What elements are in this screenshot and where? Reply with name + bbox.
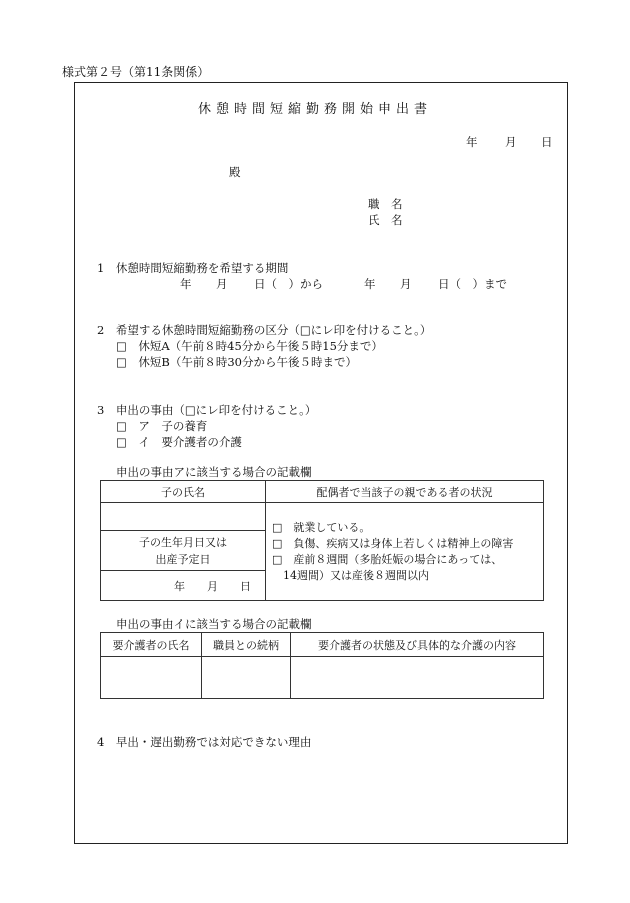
- birth-label-line2: 出産予定日: [155, 552, 211, 566]
- birth-date-value[interactable]: 年 月 日: [101, 571, 266, 601]
- section1-heading: 1 休憩時間短縮勤務を希望する期間: [97, 261, 289, 275]
- birth-label-line1: 子の生年月日又は: [139, 535, 227, 549]
- section2-heading: 2 希望する休憩時間短縮勤務の区分（□にレ印を付けること。）: [97, 323, 432, 337]
- form-title: 休憩時間短縮勤務開始申出書: [197, 102, 432, 117]
- option-kyutan-a[interactable]: □ 休短A（午前８時45分から午後５時15分まで）: [116, 339, 383, 353]
- status-disability[interactable]: □ 負傷、疾病又は身体上若しくは精神上の障害: [272, 536, 514, 550]
- period-from-day: 日（ ）から: [254, 277, 323, 291]
- spouse-status-cell: [266, 503, 544, 601]
- care-recipient-name-header: 要介護者の氏名: [101, 633, 202, 657]
- option-childcare[interactable]: □ ア 子の養育: [116, 419, 208, 433]
- care-details-cell[interactable]: [291, 657, 544, 699]
- childcare-table: [100, 480, 544, 601]
- period-from-year: 年: [180, 277, 192, 291]
- status-prenatal[interactable]: □ 産前８週間（多胎妊娠の場合にあっては、: [272, 552, 503, 566]
- applicant-title-label: 職 名: [368, 197, 403, 211]
- period-to-day: 日（ ）まで: [438, 277, 507, 291]
- option-nursing-care[interactable]: □ イ 要介護者の介護: [116, 435, 242, 449]
- child-name-header: 子の氏名: [101, 481, 266, 503]
- form-frame: [74, 82, 568, 844]
- relationship-cell[interactable]: [202, 657, 291, 699]
- care-details-header: 要介護者の状態及び具体的な介護の内容: [291, 633, 544, 657]
- date-month: 月: [505, 135, 517, 149]
- section3-heading: 3 申出の事由（□にレ印を付けること。）: [97, 403, 317, 417]
- birth-date-label: [101, 531, 266, 571]
- period-to-year: 年: [364, 277, 376, 291]
- addressee-suffix: 殿: [229, 165, 241, 179]
- relationship-header: 職員との続柄: [202, 633, 291, 657]
- option-kyutan-b[interactable]: □ 休短B（午前８時30分から午後５時まで）: [116, 355, 357, 369]
- date-day: 日: [541, 135, 553, 149]
- period-from-month: 月: [216, 277, 228, 291]
- date-year: 年: [466, 135, 478, 149]
- child-name-cell[interactable]: [101, 503, 266, 531]
- applicant-name-label: 氏 名: [368, 213, 403, 227]
- section4-heading: 4 早出・遅出勤務では対応できない理由: [97, 735, 312, 749]
- table-b-caption: 申出の事由イに該当する場合の記載欄: [116, 617, 312, 631]
- section4-reason-area[interactable]: [100, 752, 544, 832]
- status-employed[interactable]: □ 就業している。: [272, 520, 371, 534]
- nursing-care-table: [100, 632, 544, 699]
- period-to-month: 月: [400, 277, 412, 291]
- form-number: 様式第２号（第11条関係）: [62, 65, 210, 79]
- table-a-caption: 申出の事由アに該当する場合の記載欄: [116, 465, 312, 479]
- status-prenatal-cont: 14週間）又は産後８週間以内: [272, 568, 429, 582]
- care-recipient-name-cell[interactable]: [101, 657, 202, 699]
- spouse-status-header: 配偶者で当該子の親である者の状況: [266, 481, 544, 503]
